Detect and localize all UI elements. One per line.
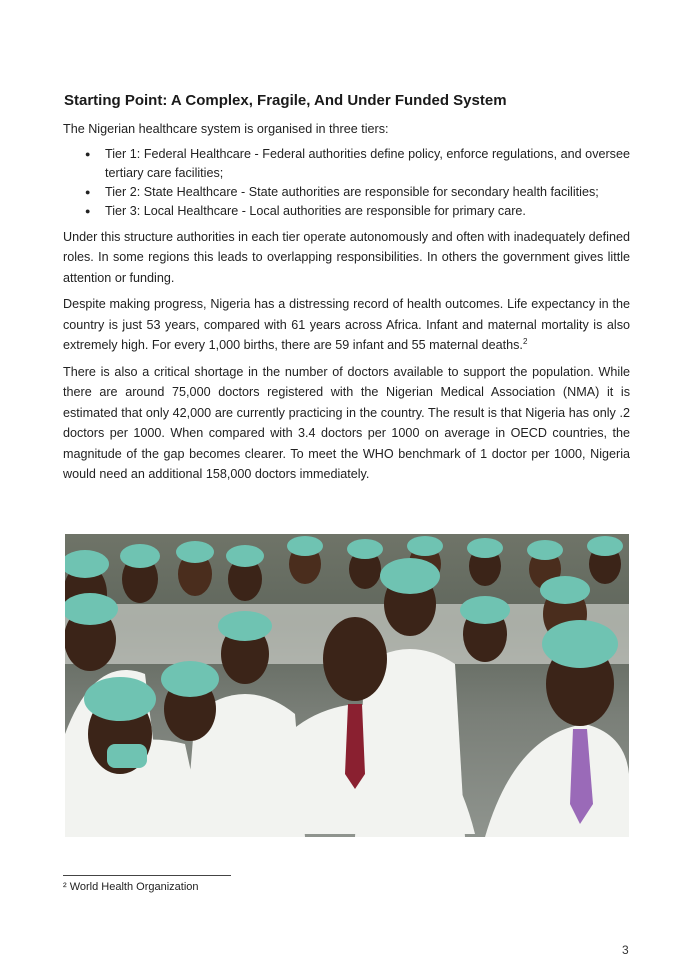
tier-list [63,145,630,221]
list-item: ● Tier 2: State Healthcare - State authorities are responsible for secondary health facilities; [85,183,630,202]
paragraph-health-outcomes [63,294,630,356]
footnote-reference[interactable]: 2 [522,336,528,346]
paragraph-health-outcomes-text: Despite making progress, Nigeria has a distressing record of health outcomes. Life expectancy in the country is just 53 years, compared with 61 years across Africa. Infant and maternal mortality is also extremely high. For every 1,000 births, there are 59 infant and 55 maternal deaths. [63,297,630,352]
intro-text: The Nigerian healthcare system is organised in three tiers: [63,122,389,136]
footnote-divider [63,875,231,876]
list-item: ● Tier 3: Local Healthcare - Local authorities are responsible for primary care. [85,202,630,221]
list-item: ● Tier 1: Federal Healthcare - Federal authorities define policy, enforce regulations, and oversee tertiary care facilities; [85,145,630,183]
paragraph-structure: Under this structure authorities in each tier operate autonomously and often with inadequately defined roles. In some regions this leads to overlapping responsibilities. In others the government gives little attention or funding. [63,229,630,285]
section-title: Starting Point: A Complex, Fragile, And Under Funded System [64,92,507,109]
doctors-crowd-photo [65,534,629,837]
footnote: ² World Health Organization [63,881,199,893]
page-content [63,91,630,491]
page-number: 3 [622,943,629,957]
paragraph-doctor-shortage: There is also a critical shortage in the number of doctors available to support the population. While there are around 75,000 doctors registered with the Nigerian Medical Association (NMA) it is estimated that only 42,000 are currently practicing in the country. The result is that Nigeria has only .2 doctors per 1000. When compared with 3.4 doctors per 1000 on average in OECD countries, the magnitude of the gap becomes clearer. To meet the WHO benchmark of 1 doctor per 1000, Nigeria would need an additional 158,000 doctors immediately. [63,364,630,481]
